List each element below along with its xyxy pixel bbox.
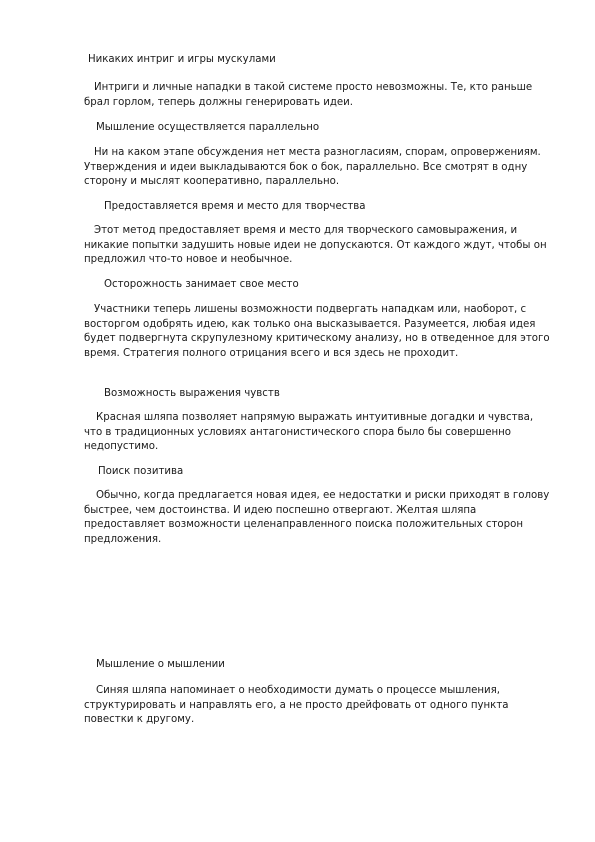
- section-paragraph: Участники теперь лишены возможности подвергать нападкам или, наоборот, с восторгом одобрять идею, как только она высказывается. Разумеется, любая идея будет подвергнута скрупулезному критическому анализу, но в отведенное для этого время. Стратегия полного отрицания всего и вся здесь не проходит.: [84, 304, 550, 359]
- section-paragraph: Синяя шляпа напоминает о необходимости думать о процессе мышления, структурировать и направлять его, а не просто дрейфовать от одного пункта повестки к другому.: [84, 685, 509, 726]
- section-paragraph: Этот метод предоставляет время и место для творческого самовыражения, и никакие попытки задушить новые идеи не допускаются. От каждого ждут, чтобы он предложил что-то новое и необычное.: [84, 225, 547, 266]
- section-heading: Мышление о мышлении: [96, 659, 225, 670]
- section-paragraph: Обычно, когда предлагается новая идея, ее недостатки и риски приходят в голову быстрее, чем достоинства. И идею поспешно отвергают. Желтая шляпа предоставляет возможности целенаправленного поиска положительных сторон предложения.: [84, 490, 550, 545]
- section-heading: Осторожность занимает свое место: [104, 279, 299, 290]
- section-paragraph: Ни на каком этапе обсуждения нет места разногласиям, спорам, опровержениям. Утверждения и идеи выкладываются бок о бок, параллельно. Все смотрят в одну сторону и мыслят кооперативно, параллельно.: [84, 147, 541, 188]
- section-paragraph: Интриги и личные нападки в такой системе просто невозможны. Те, кто раньше брал горлом, теперь должны генерировать идеи.: [84, 82, 533, 108]
- section-heading: Мышление осуществляется параллельно: [96, 122, 320, 133]
- section-paragraph: Красная шляпа позволяет напрямую выражать интуитивные догадки и чувства, что в традиционных условиях антагонистического спора было бы совершенно недопустимо.: [84, 412, 534, 453]
- section-heading: Возможность выражения чувств: [104, 388, 280, 399]
- section-heading: Никаких интриг и игры мускулами: [88, 54, 276, 65]
- section-heading: Предоставляется время и место для творчества: [104, 201, 366, 212]
- section-heading: Поиск позитива: [98, 466, 184, 477]
